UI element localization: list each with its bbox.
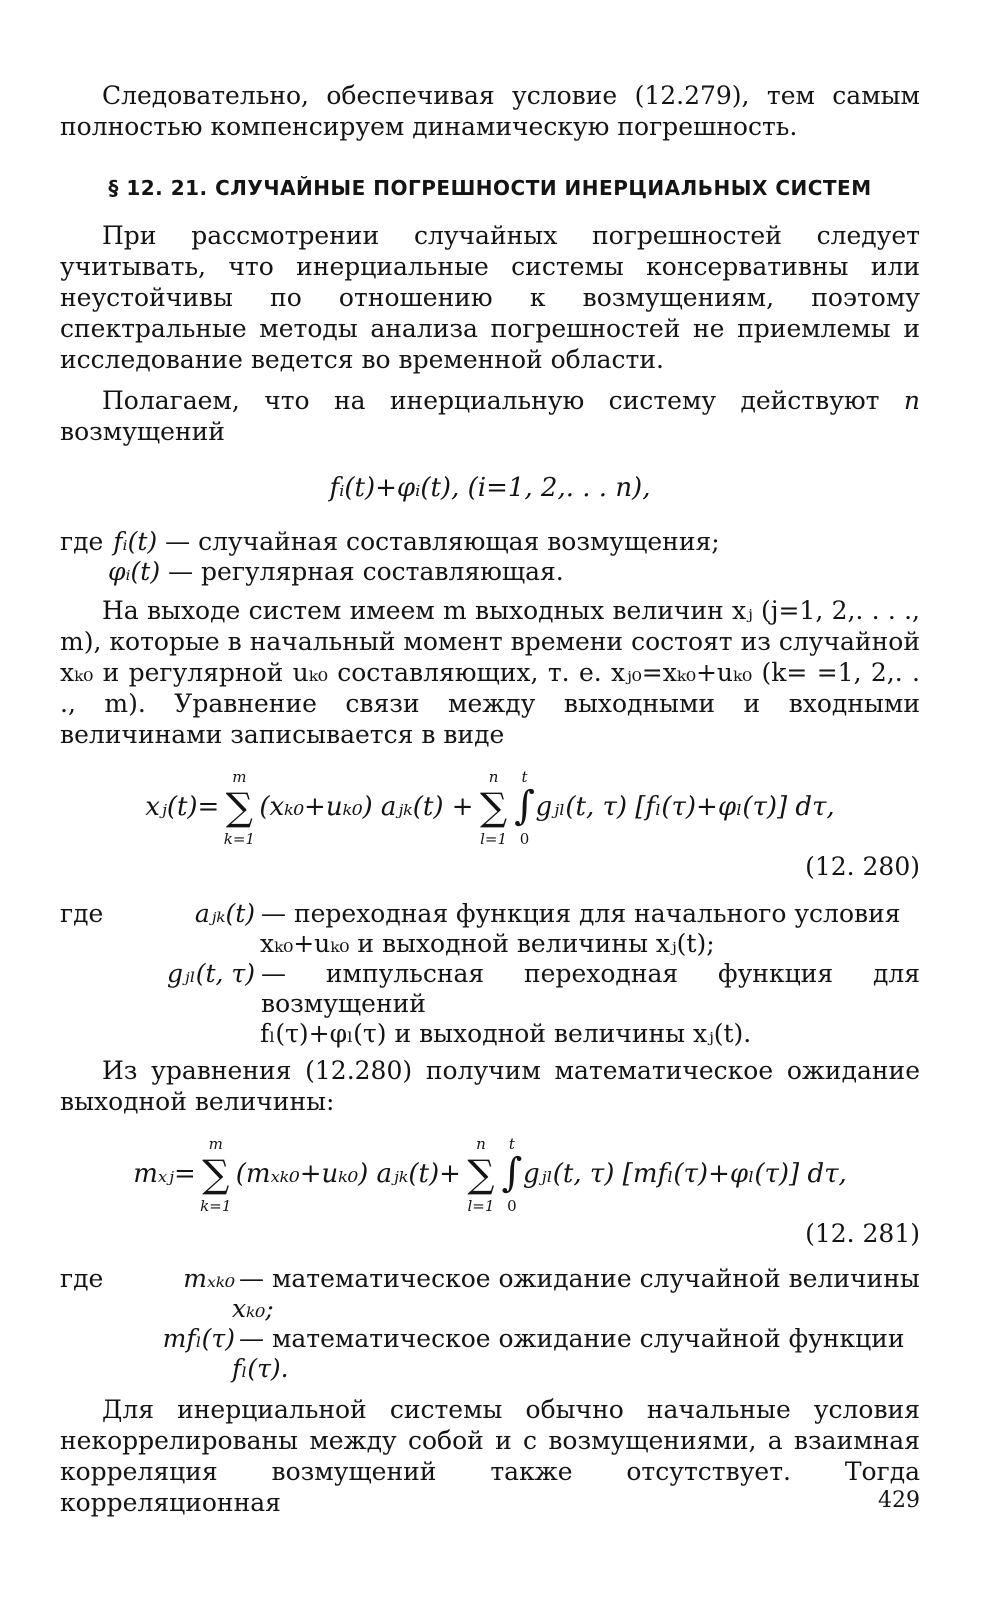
eq281-term1: (mₓₖ₀+uₖ₀) aⱼₖ(t)+ (235, 1159, 461, 1189)
integral-sign-icon: ∫ (501, 1150, 523, 1196)
where-row-2 (60, 557, 920, 587)
def281-where-label: где (60, 1264, 104, 1293)
sum-sign-icon: ∑ (202, 1152, 230, 1196)
sum-sign-icon: ∑ (225, 785, 253, 829)
paragraph-1: Следовательно, обеспечивая условие (12.279), тем самым полностью компенсируем динамическую погрешность. (60, 81, 920, 141)
equation-12-281 (60, 1135, 920, 1219)
paragraph-3-text: Полагаем, что на инерциальную систему действуют (102, 386, 880, 415)
eq280-sum-k-lower: k=1 (223, 830, 255, 848)
def281-symbol-mf: mfₗ(τ) (162, 1324, 235, 1353)
integral-sign-icon: ∫ (514, 783, 535, 829)
eq281-sum-l (461, 1135, 501, 1215)
eq280-sum-l-upper: n (488, 768, 499, 786)
def281-cont-mf: fₗ(τ). (232, 1354, 289, 1383)
def281-row-mf (60, 1324, 920, 1354)
eq281-lhs: mₓⱼ= (133, 1159, 196, 1189)
eq281-int-upper: t (508, 1135, 515, 1153)
eq280-int-lower: 0 (519, 830, 530, 848)
where-symbol-f: fᵢ(t) (113, 527, 158, 556)
section-heading: § 12. 21. СЛУЧАЙНЫЕ ПОГРЕШНОСТИ ИНЕРЦИАЛЬНЫХ СИСТЕМ (108, 176, 872, 200)
where-row-1 (60, 527, 920, 557)
eq281-sum-k-upper: m (208, 1135, 223, 1153)
def281-cont-mx: xₖ₀; (232, 1294, 274, 1323)
equation-number-12-280: (12. 280) (805, 852, 920, 881)
def280-row-a (60, 899, 920, 929)
eq280-sum-l (474, 768, 514, 848)
eq281-sum-k-lower: k=1 (200, 1197, 232, 1215)
def280-text-a: — переходная функция для начального условия (261, 899, 901, 928)
eq280-sum-l-lower: l=1 (480, 830, 507, 848)
def281-symbol-mx: mₓₖ₀ (183, 1264, 235, 1293)
eq280-sum-k (219, 768, 259, 848)
eq280-term1: (xₖ₀+uₖ₀) aⱼₖ(t) + (259, 792, 474, 822)
def281-row-mx (60, 1264, 920, 1294)
eq281-sum-l-upper: n (476, 1135, 486, 1153)
paragraph-3-end: возмущений (60, 417, 225, 446)
eq280-term2: gⱼₗ(t, τ) [fₗ(τ)+φₗ(τ)] dτ, (535, 792, 835, 822)
def280-text-g: — импульсная переходная функция для возмущений (261, 959, 920, 1018)
paragraph-2: При рассмотрении случайных погрешностей следует учитывать, что инерциальные системы консервативны или неустойчивы по отношению к возмущениям, поэтому спектральные методы анализа погрешностей не приемлемы и исследование ведется во временной области. (60, 221, 920, 374)
def280-row-g (60, 959, 920, 1019)
equation-disturbance: fᵢ(t)+φᵢ(t), (i=1, 2,. . . n), (329, 473, 651, 503)
sum-sign-icon: ∑ (467, 1152, 495, 1196)
def280-spacer (60, 959, 140, 1019)
def281-text-mx: — математическое ожидание случайной величины (239, 1264, 920, 1293)
eq281-term2: gⱼₗ(t, τ) [mfₗ(τ)+φₗ(τ)] dτ, (522, 1159, 847, 1189)
def280-cont-g: fₗ(τ)+φₗ(τ) и выходной величины xⱼ(t). (260, 1019, 752, 1048)
sum-sign-icon: ∑ (479, 785, 508, 829)
definitions-12-281 (60, 1264, 920, 1384)
paragraph-5: Из уравнения (12.280) получим математическое ожидание выходной величины: (60, 1056, 920, 1116)
eq281-sum-l-lower: l=1 (467, 1197, 495, 1215)
def280-symbol-a: aⱼₖ(t) (194, 899, 255, 928)
eq280-lhs: xⱼ(t)= (145, 792, 220, 822)
equation-number-12-281: (12. 281) (805, 1219, 920, 1248)
eq280-int-upper: t (521, 768, 528, 786)
eq281-sum-k (196, 1135, 236, 1215)
where-text-phi: — регулярная составляющая. (168, 557, 564, 586)
eq280-sum-k-upper: m (232, 768, 247, 786)
paragraph-3-n: n (903, 386, 921, 415)
def281-text-mf: — математическое ожидание случайной функции (239, 1324, 905, 1353)
paragraph-4: На выходе систем имеем m выходных величин xⱼ (j=1, 2,. . . ., m), которые в начальный момент времени состоят из случайной xₖ₀ и регулярной uₖ₀ составляющих, т. е. xⱼ₀=xₖ₀+uₖ₀ (k= =1, 2,. . ., m). Уравнение связи между выходными и входными величинами записывается в виде (60, 596, 920, 749)
where-block-1 (60, 527, 920, 587)
eq281-integral (501, 1135, 523, 1215)
where-symbol-phi: φᵢ(t) (108, 557, 161, 586)
def280-symbol-g: gⱼₗ(t, τ) (167, 959, 255, 988)
def280-cont-a: xₖ₀+uₖ₀ и выходной величины xⱼ(t); (260, 929, 715, 958)
paragraph-3 (60, 385, 920, 447)
equation-12-280 (60, 768, 920, 852)
page-body (60, 80, 920, 1518)
def280-where-label: где (60, 899, 104, 928)
def281-spacer (60, 1324, 140, 1354)
eq280-integral (514, 768, 536, 848)
where-label: где (60, 527, 104, 556)
where-text-f: — случайная составляющая возмущения; (165, 527, 720, 556)
page-number: 429 (878, 1488, 920, 1513)
definitions-12-280 (60, 899, 920, 1049)
paragraph-6: Для инерциальной системы обычно начальные условия некоррелированы между собой и с возмущениями, а взаимная корреляция возмущений также отсутствует. Тогда корреляционная (60, 1395, 920, 1517)
eq281-int-lower: 0 (507, 1197, 517, 1215)
